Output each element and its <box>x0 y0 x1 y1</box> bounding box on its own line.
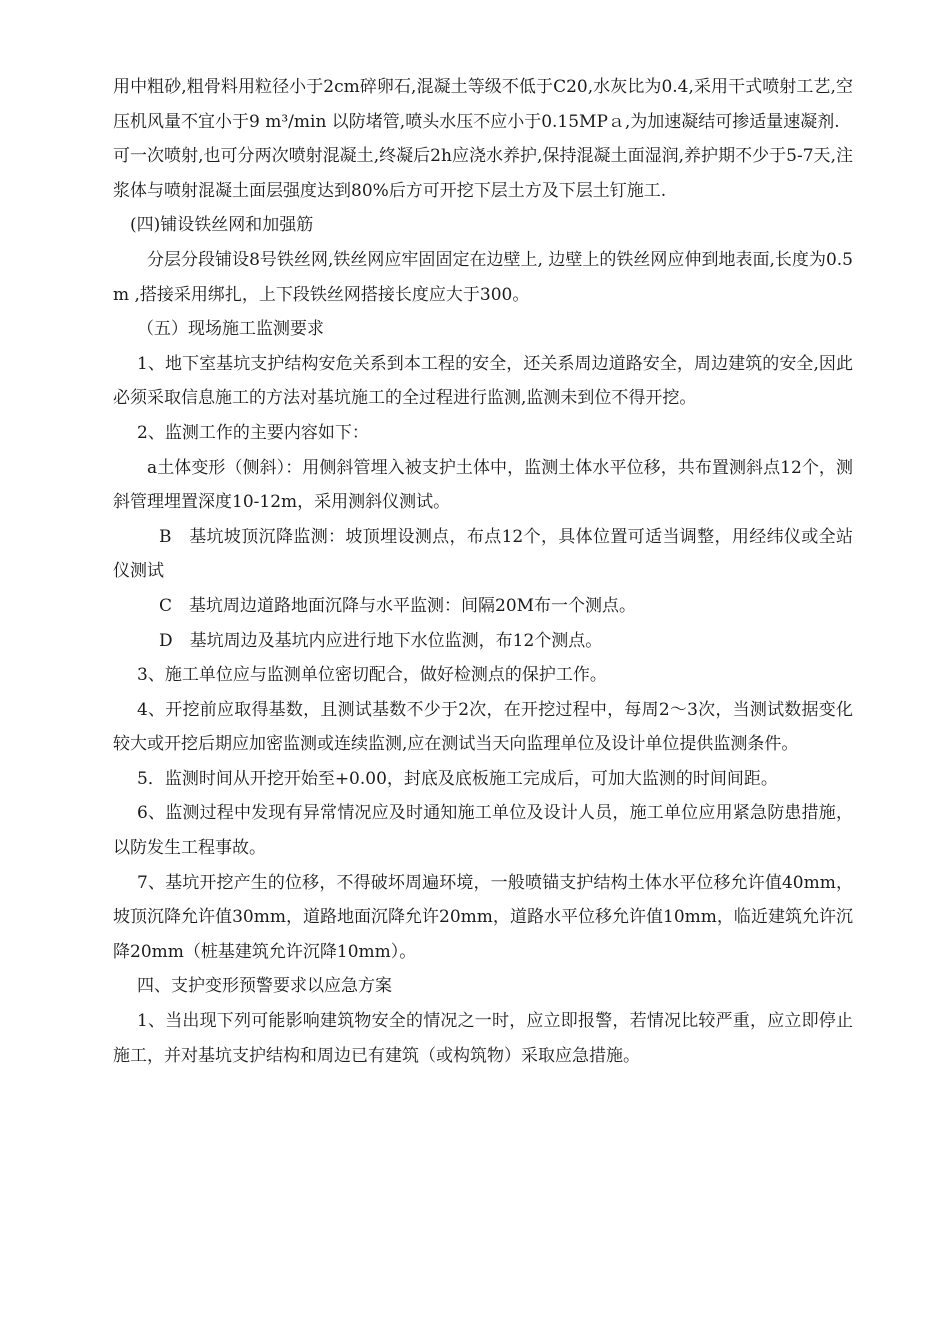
paragraph-monitoring-3: 3、施工单位应与监测单位密切配合，做好检测点的保护工作。 <box>137 665 607 686</box>
paragraph-wire-mesh: 分层分段铺设8号铁丝网,铁丝网应牢固固定在边壁上, 边壁上的铁丝网应伸到地表面,长度为0.5m ,搭接采用绑扎，上下段铁丝网搭接长度应大于300。 <box>113 249 853 305</box>
paragraph-monitoring-2: 2、监测工作的主要内容如下： <box>137 422 369 443</box>
paragraph-shotcrete-curing: 可一次喷射,也可分两次喷射混凝土,终凝后2h应浇水养护,保持混凝土面湿润,养护期不少于5-7天,注浆体与喷射混凝土面层强度达到80%后方可开挖下层土方及下层土钉施工. <box>113 146 853 201</box>
paragraph-monitoring-4: 4、开挖前应取得基数，且测试基数不少于2次，在开挖过程中，每周2～3次，当测试数据变化较大或开挖后期应加密监测或连续监测,应在测试当天向监理单位及设计单位提供监测条件。 <box>113 699 853 755</box>
paragraph-monitoring-b: B 基坑坡顶沉降监测：坡顶埋设测点，布点12个，具体位置可适当调整，用经纬仪或全站仪测试 <box>113 526 853 582</box>
document-body <box>113 70 853 1073</box>
paragraph-shotcrete-materials: 用中粗砂,粗骨料用粒径小于2cm碎卵石,混凝土等级不低于C20,水灰比为0.4,采用干式喷射工艺,空压机风量不宜小于9 m³/min 以防堵管,喷头水压不应小于0.15MPａ,为加速凝结可掺适量速凝剂. <box>113 77 853 132</box>
paragraph-monitoring-d: D 基坑周边及基坑内应进行地下水位监测，布12个测点。 <box>159 630 603 651</box>
paragraph-monitoring-a: a土体变形（侧斜）：用侧斜管埋入被支护土体中，监测土体水平位移，共布置测斜点12个，测斜管理埋置深度10-12m，采用测斜仪测试。 <box>113 457 853 513</box>
paragraph-monitoring-c: C 基坑周边道路地面沉降与水平监测：间隔20M布一个测点。 <box>159 595 637 616</box>
paragraph-monitoring-1: 1、地下室基坑支护结构安危关系到本工程的安全，还关系周边道路安全，周边建筑的安全,因此必须采取信息施工的方法对基坑施工的全过程进行监测,监测未到位不得开挖。 <box>113 353 853 409</box>
paragraph-monitoring-6: 6、监测过程中发现有异常情况应及时通知施工单位及设计人员，施工单位应用紧急防患措施，以防发生工程事故。 <box>113 803 853 859</box>
paragraph-monitoring-7: 7、基坑开挖产生的位移，不得破坏周遍环境，一般喷锚支护结构土体水平位移允许值40mm，坡顶沉降允许值30mm，道路地面沉降允许20mm，道路水平位移允许值10mm，临近建筑允许沉降20mm（桩基建筑允许沉降10mm）。 <box>113 872 853 962</box>
paragraph-monitoring-5: 5．监测时间从开挖开始至+0.00，封底及底板施工完成后，可加大监测的时间间距。 <box>137 768 778 789</box>
section-heading-warning: 四、支护变形预警要求以应急方案 <box>137 976 392 997</box>
section-heading-monitoring: （五）现场施工监测要求 <box>137 319 324 340</box>
paragraph-warning-1: 1、当出现下列可能影响建筑物安全的情况之一时，应立即报警，若情况比较严重，应立即停止施工，并对基坑支护结构和周边已有建筑（或构筑物）采取应急措施。 <box>113 1011 853 1066</box>
section-heading-wire-mesh: (四)铺设铁丝网和加强筋 <box>130 215 314 236</box>
